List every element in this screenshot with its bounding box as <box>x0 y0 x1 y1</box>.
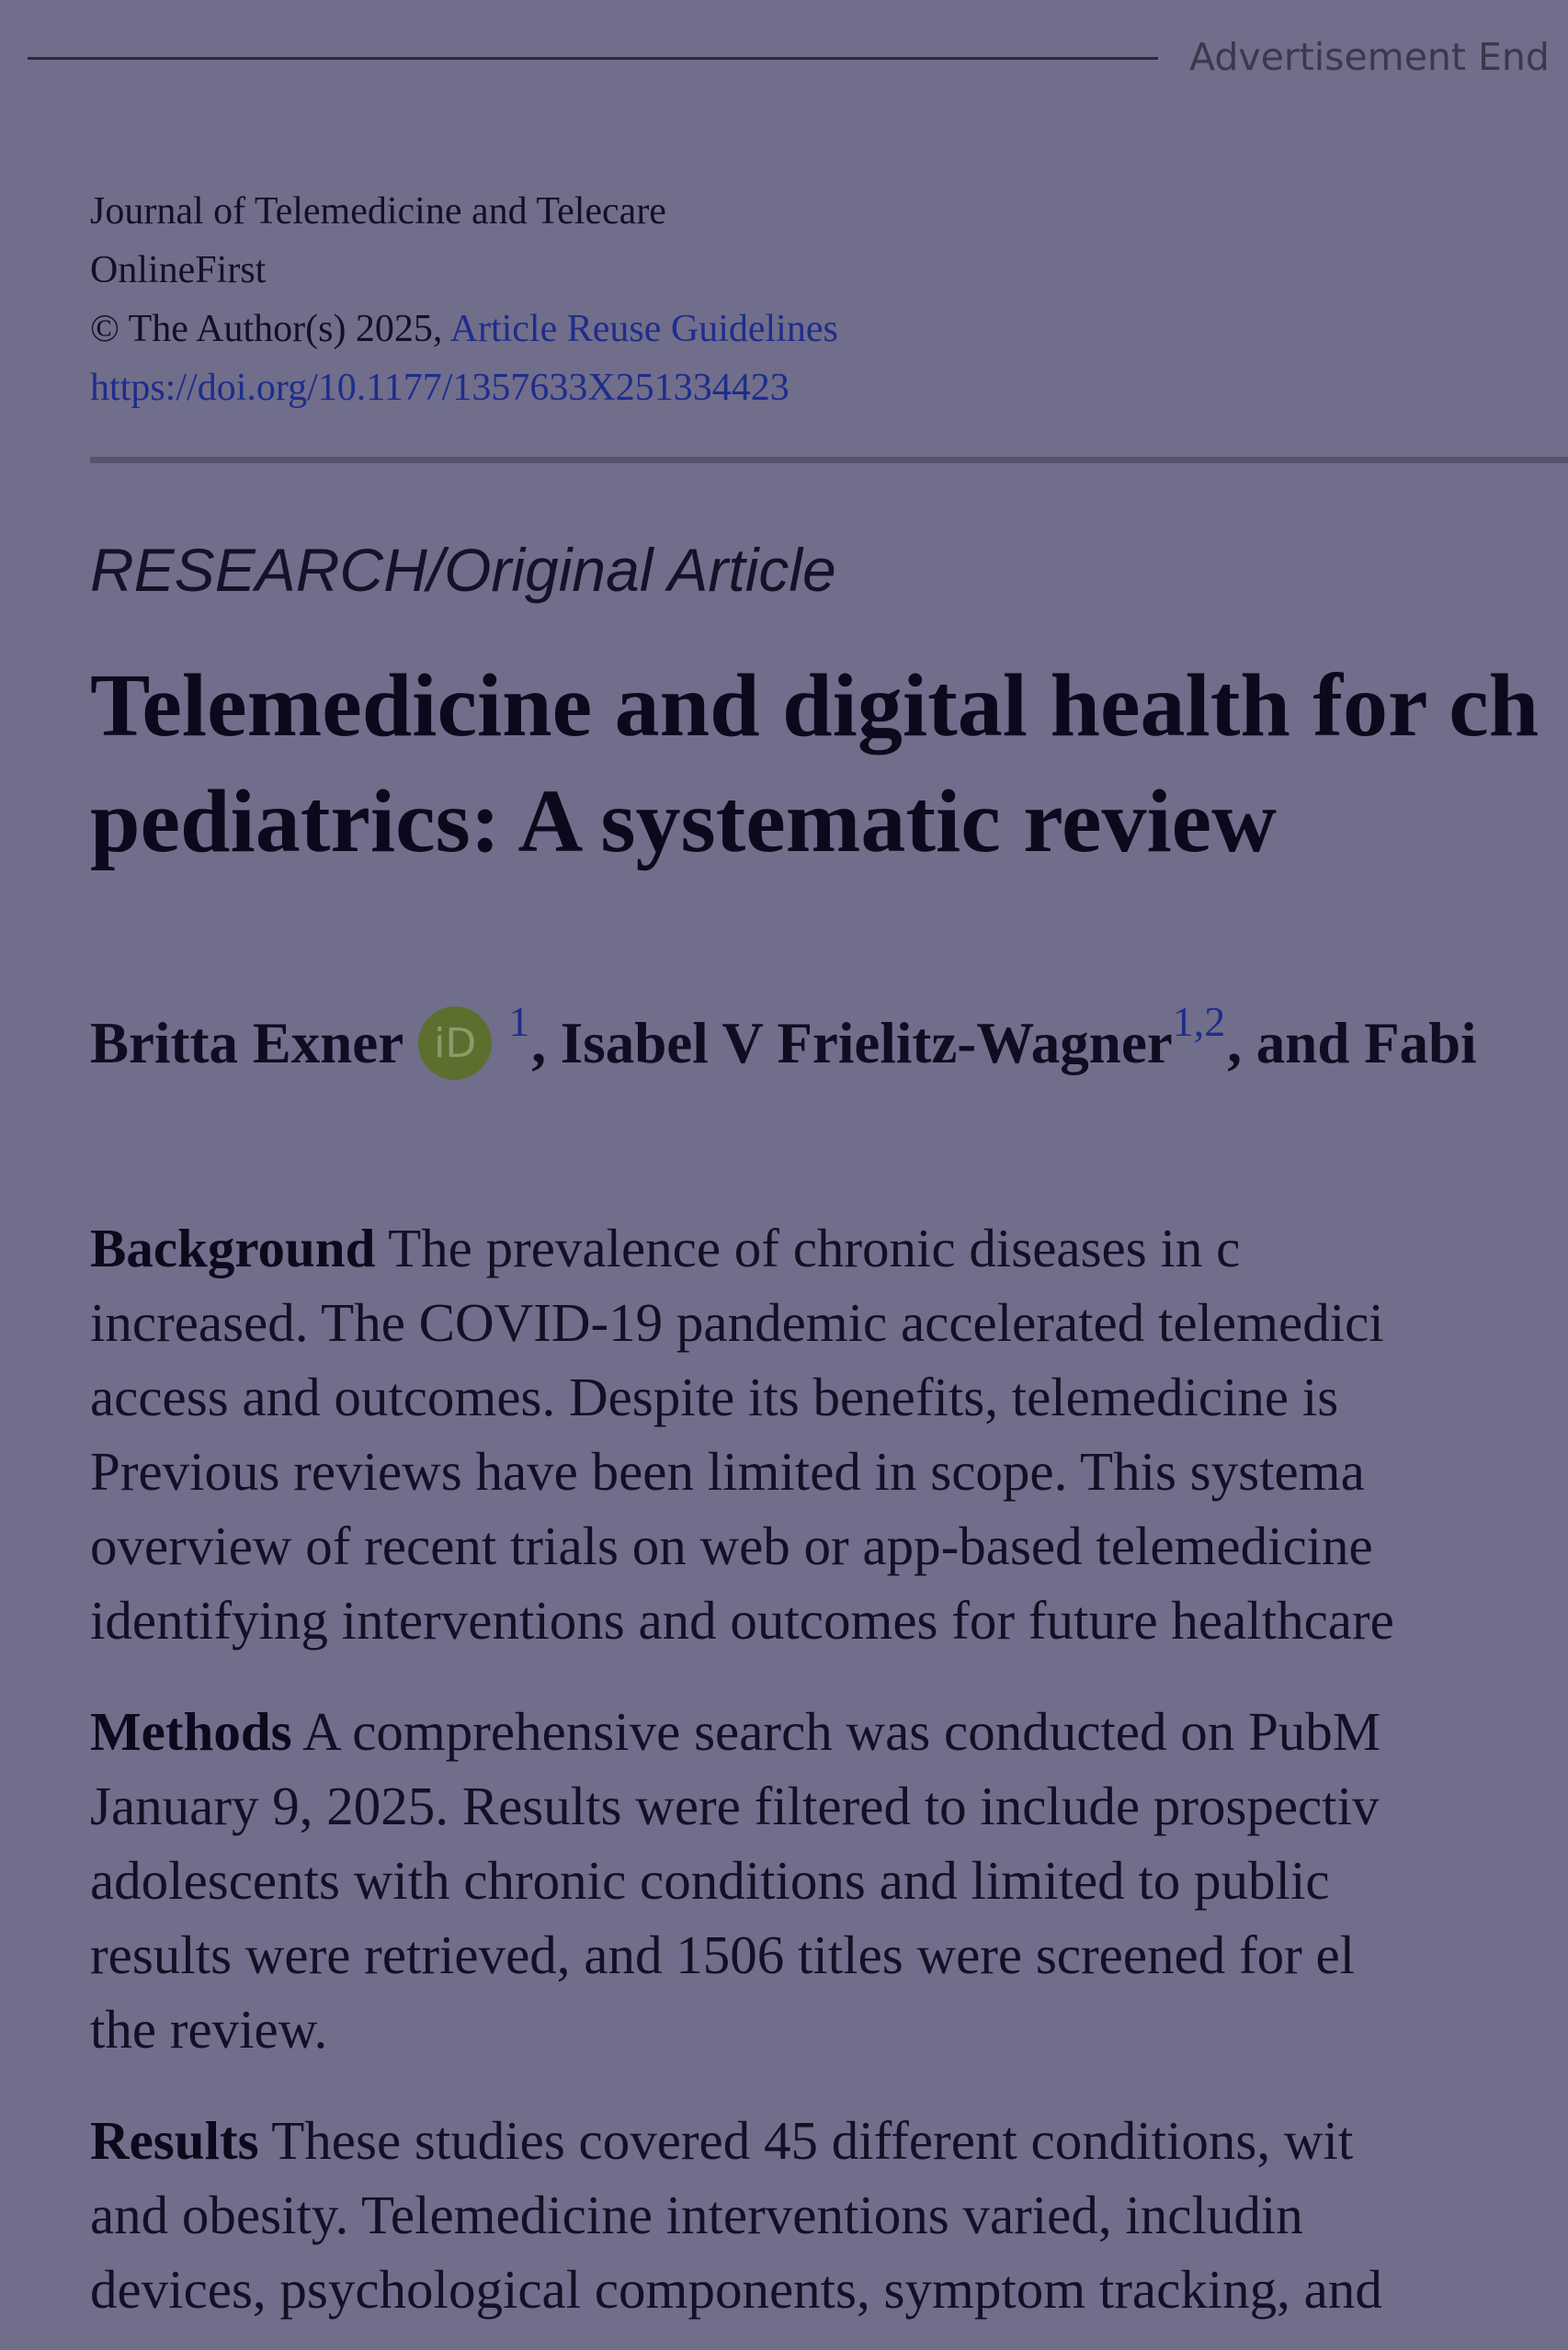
affiliation-superscript[interactable]: 1 <box>508 997 530 1045</box>
affiliation-superscript[interactable]: 1,2 <box>1172 997 1226 1045</box>
abstract-methods <box>90 1695 1568 2067</box>
author-name[interactable]: Britta Exner <box>90 1010 404 1075</box>
article-metadata <box>90 182 838 417</box>
abstract-text-line: overview of recent trials on web or app-based telemedicine <box>90 1516 1373 1576</box>
abstract-text-line: January 9, 2025. Results were filtered to include prospectiv <box>90 1776 1380 1836</box>
abstract-text-line: and obesity. Telemedicine interventions varied, includin <box>90 2185 1303 2245</box>
abstract-text-line: the review. <box>90 1999 328 2060</box>
abstract-results <box>90 2104 1568 2327</box>
advertisement-end-label: Advertisement End <box>1189 35 1550 79</box>
section-heading: Background <box>90 1218 376 1278</box>
abstract-text-line: The prevalence of chronic diseases in c <box>375 1218 1241 1278</box>
advertisement-bar <box>0 0 1568 119</box>
abstract-text-line: These studies covered 45 different conditions, wit <box>258 2110 1354 2171</box>
article-title-line: pediatrics: A systematic review <box>90 772 1277 871</box>
article-category: RESEARCH/Original Article <box>90 536 836 604</box>
journal-name: Journal of Telemedicine and Telecare <box>90 190 666 233</box>
article-title <box>90 648 1539 880</box>
abstract-text-line: A comprehensive search was conducted on PubM <box>291 1701 1381 1762</box>
abstract-text-line: results were retrieved, and 1506 titles were screened for el <box>90 1924 1356 1985</box>
copyright-line <box>90 300 838 358</box>
abstract-text-line: devices, psychological components, symptom tracking, and <box>90 2259 1382 2320</box>
author-name[interactable]: , and Fabi <box>1227 1010 1477 1075</box>
abstract-text-line: access and outcomes. Despite its benefits, telemedicine is <box>90 1367 1339 1427</box>
advertisement-divider <box>28 57 1158 60</box>
abstract-background <box>90 1211 1568 1658</box>
abstract-text-line: identifying interventions and outcomes for future healthcare <box>90 1590 1394 1651</box>
header-divider <box>90 457 1568 463</box>
section-heading: Methods <box>90 1701 292 1762</box>
abstract-text-line: Previous reviews have been limited in scope. This systema <box>90 1441 1365 1502</box>
author-list <box>90 997 1477 1080</box>
abstract <box>90 1211 1568 2350</box>
abstract-text-line: increased. The COVID-19 pandemic accelerated telemedici <box>90 1292 1384 1353</box>
author-name[interactable]: , Isabel V Frielitz-Wagner <box>531 1010 1173 1075</box>
abstract-text-line: adolescents with chronic conditions and limited to public <box>90 1850 1330 1911</box>
section-heading: Results <box>90 2110 259 2171</box>
orcid-icon[interactable]: iD <box>418 1006 492 1080</box>
publication-status: OnlineFirst <box>90 249 267 291</box>
article-reuse-guidelines-link[interactable]: Article Reuse Guidelines <box>449 308 838 350</box>
doi-link[interactable]: https://doi.org/10.1177/1357633X251334423 <box>90 367 790 409</box>
copyright-text: © The Author(s) 2025, <box>90 308 443 350</box>
article-title-line: Telemedicine and digital health for ch <box>90 656 1540 755</box>
